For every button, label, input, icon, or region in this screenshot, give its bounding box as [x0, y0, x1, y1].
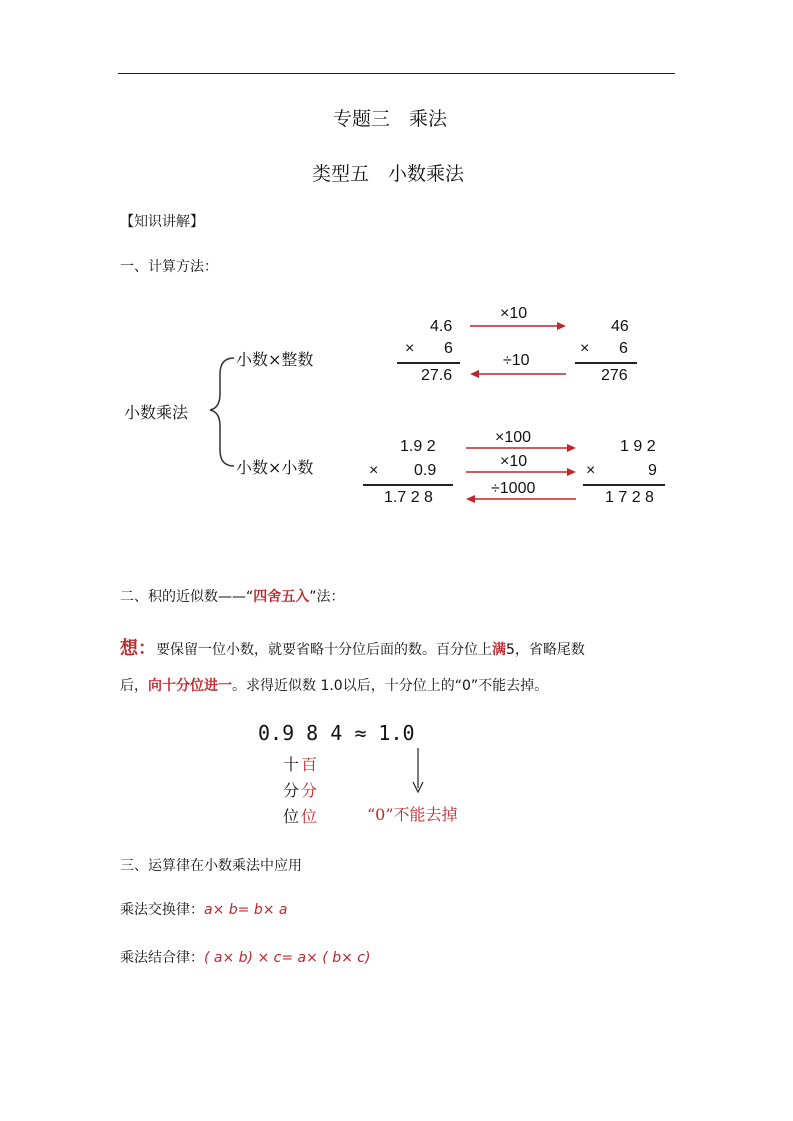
calc2b-result: 1 7 2 8 [605, 489, 654, 506]
section2-heading-suffix: ”法： [309, 589, 345, 605]
think-line-2-a: 后， [120, 678, 148, 694]
calc2-top: 1.9 2 [400, 438, 436, 455]
arrow1-bottom-label: ÷10 [503, 352, 530, 369]
place-char: 分 [283, 781, 300, 800]
page-title: 专题三 乘法 [333, 108, 448, 130]
section2-heading [120, 586, 345, 606]
right-arrow-icon [464, 466, 579, 478]
think-line-1-em: 满 [492, 642, 506, 658]
calc1b-second: 6 [619, 340, 628, 357]
calc2b-line [583, 484, 665, 486]
calc2b-second: 9 [648, 462, 657, 479]
calc1-times: × [405, 340, 415, 357]
calc2b-top: 1 9 2 [620, 438, 656, 455]
think-label: 想： [120, 638, 156, 659]
commutative-label: 乘法交换律： [120, 902, 204, 918]
tree-root-label: 小数乘法 [124, 403, 189, 422]
section3-heading: 三、运算律在小数乘法中应用 [120, 858, 302, 874]
calc2-result: 1.7 2 8 [384, 489, 433, 506]
calc1b-result: 276 [601, 367, 628, 384]
knowledge-heading: 【知识讲解】 [120, 214, 204, 230]
calc2-times: × [369, 462, 379, 479]
section2-heading-emphasis: 四舍五入 [253, 589, 310, 605]
calc1-second: 6 [444, 340, 453, 357]
think-line-1 [120, 634, 585, 660]
associative-formula: ( a× b) × c= a× ( b× c) [204, 950, 371, 966]
left-arrow-icon [468, 368, 568, 380]
calc1-top: 4.6 [430, 318, 453, 335]
calc2-line [363, 484, 453, 486]
section1-heading: 一、计算方法： [120, 259, 218, 275]
calc2b-times: × [586, 462, 596, 479]
associative-law [120, 947, 370, 967]
calc1b-line [575, 362, 637, 364]
place-char: 分 [301, 781, 318, 800]
commutative-formula: a× b= b× a [204, 902, 288, 918]
calc1b-top: 46 [611, 318, 629, 335]
tree-branch-2: 小数×小数 [236, 458, 314, 477]
associative-label: 乘法结合律： [120, 950, 204, 966]
place-char: 位 [283, 807, 300, 826]
page-subtitle: 类型五 小数乘法 [312, 163, 465, 185]
commutative-law [120, 899, 287, 919]
arrow2-a-label: ×100 [495, 429, 532, 446]
right-arrow-icon [468, 320, 568, 332]
place-char: 百 [301, 755, 318, 774]
calc1-result: 27.6 [421, 367, 453, 384]
place-char: 位 [301, 807, 318, 826]
place-column-tenths [283, 752, 299, 830]
think-line-2-b: 。求得近似数 1.0以后，十分位上的“0”不能去掉。 [232, 678, 549, 694]
calc1b-times: × [580, 340, 590, 357]
think-line-1-b: 5，省略尾数 [506, 642, 585, 658]
approx-equation: 0.9 8 4 ≈ 1.0 [258, 721, 415, 745]
left-arrow-icon [464, 493, 579, 505]
place-char: 十 [283, 755, 300, 774]
calc2-second: 0.9 [414, 462, 437, 479]
header-rule [118, 73, 675, 74]
calc1-line [397, 362, 460, 364]
arrow2-c-label: ÷1000 [491, 480, 536, 497]
arrow1-top-label: ×10 [500, 305, 528, 322]
down-arrow-icon [410, 748, 426, 796]
think-line-2-em: 向十分位进一 [148, 678, 232, 694]
brace-icon [200, 350, 240, 475]
arrow2-b-label: ×10 [500, 453, 528, 470]
think-line-2 [120, 675, 548, 695]
tree-branch-1: 小数×整数 [236, 350, 314, 369]
place-column-hundredths [301, 752, 317, 830]
think-line-1-a: 要保留一位小数，就要省略十分位后面的数。百分位上 [156, 642, 492, 658]
section2-heading-prefix: 二、积的近似数——“ [120, 589, 254, 605]
zero-note: “0”不能去掉 [367, 805, 458, 824]
